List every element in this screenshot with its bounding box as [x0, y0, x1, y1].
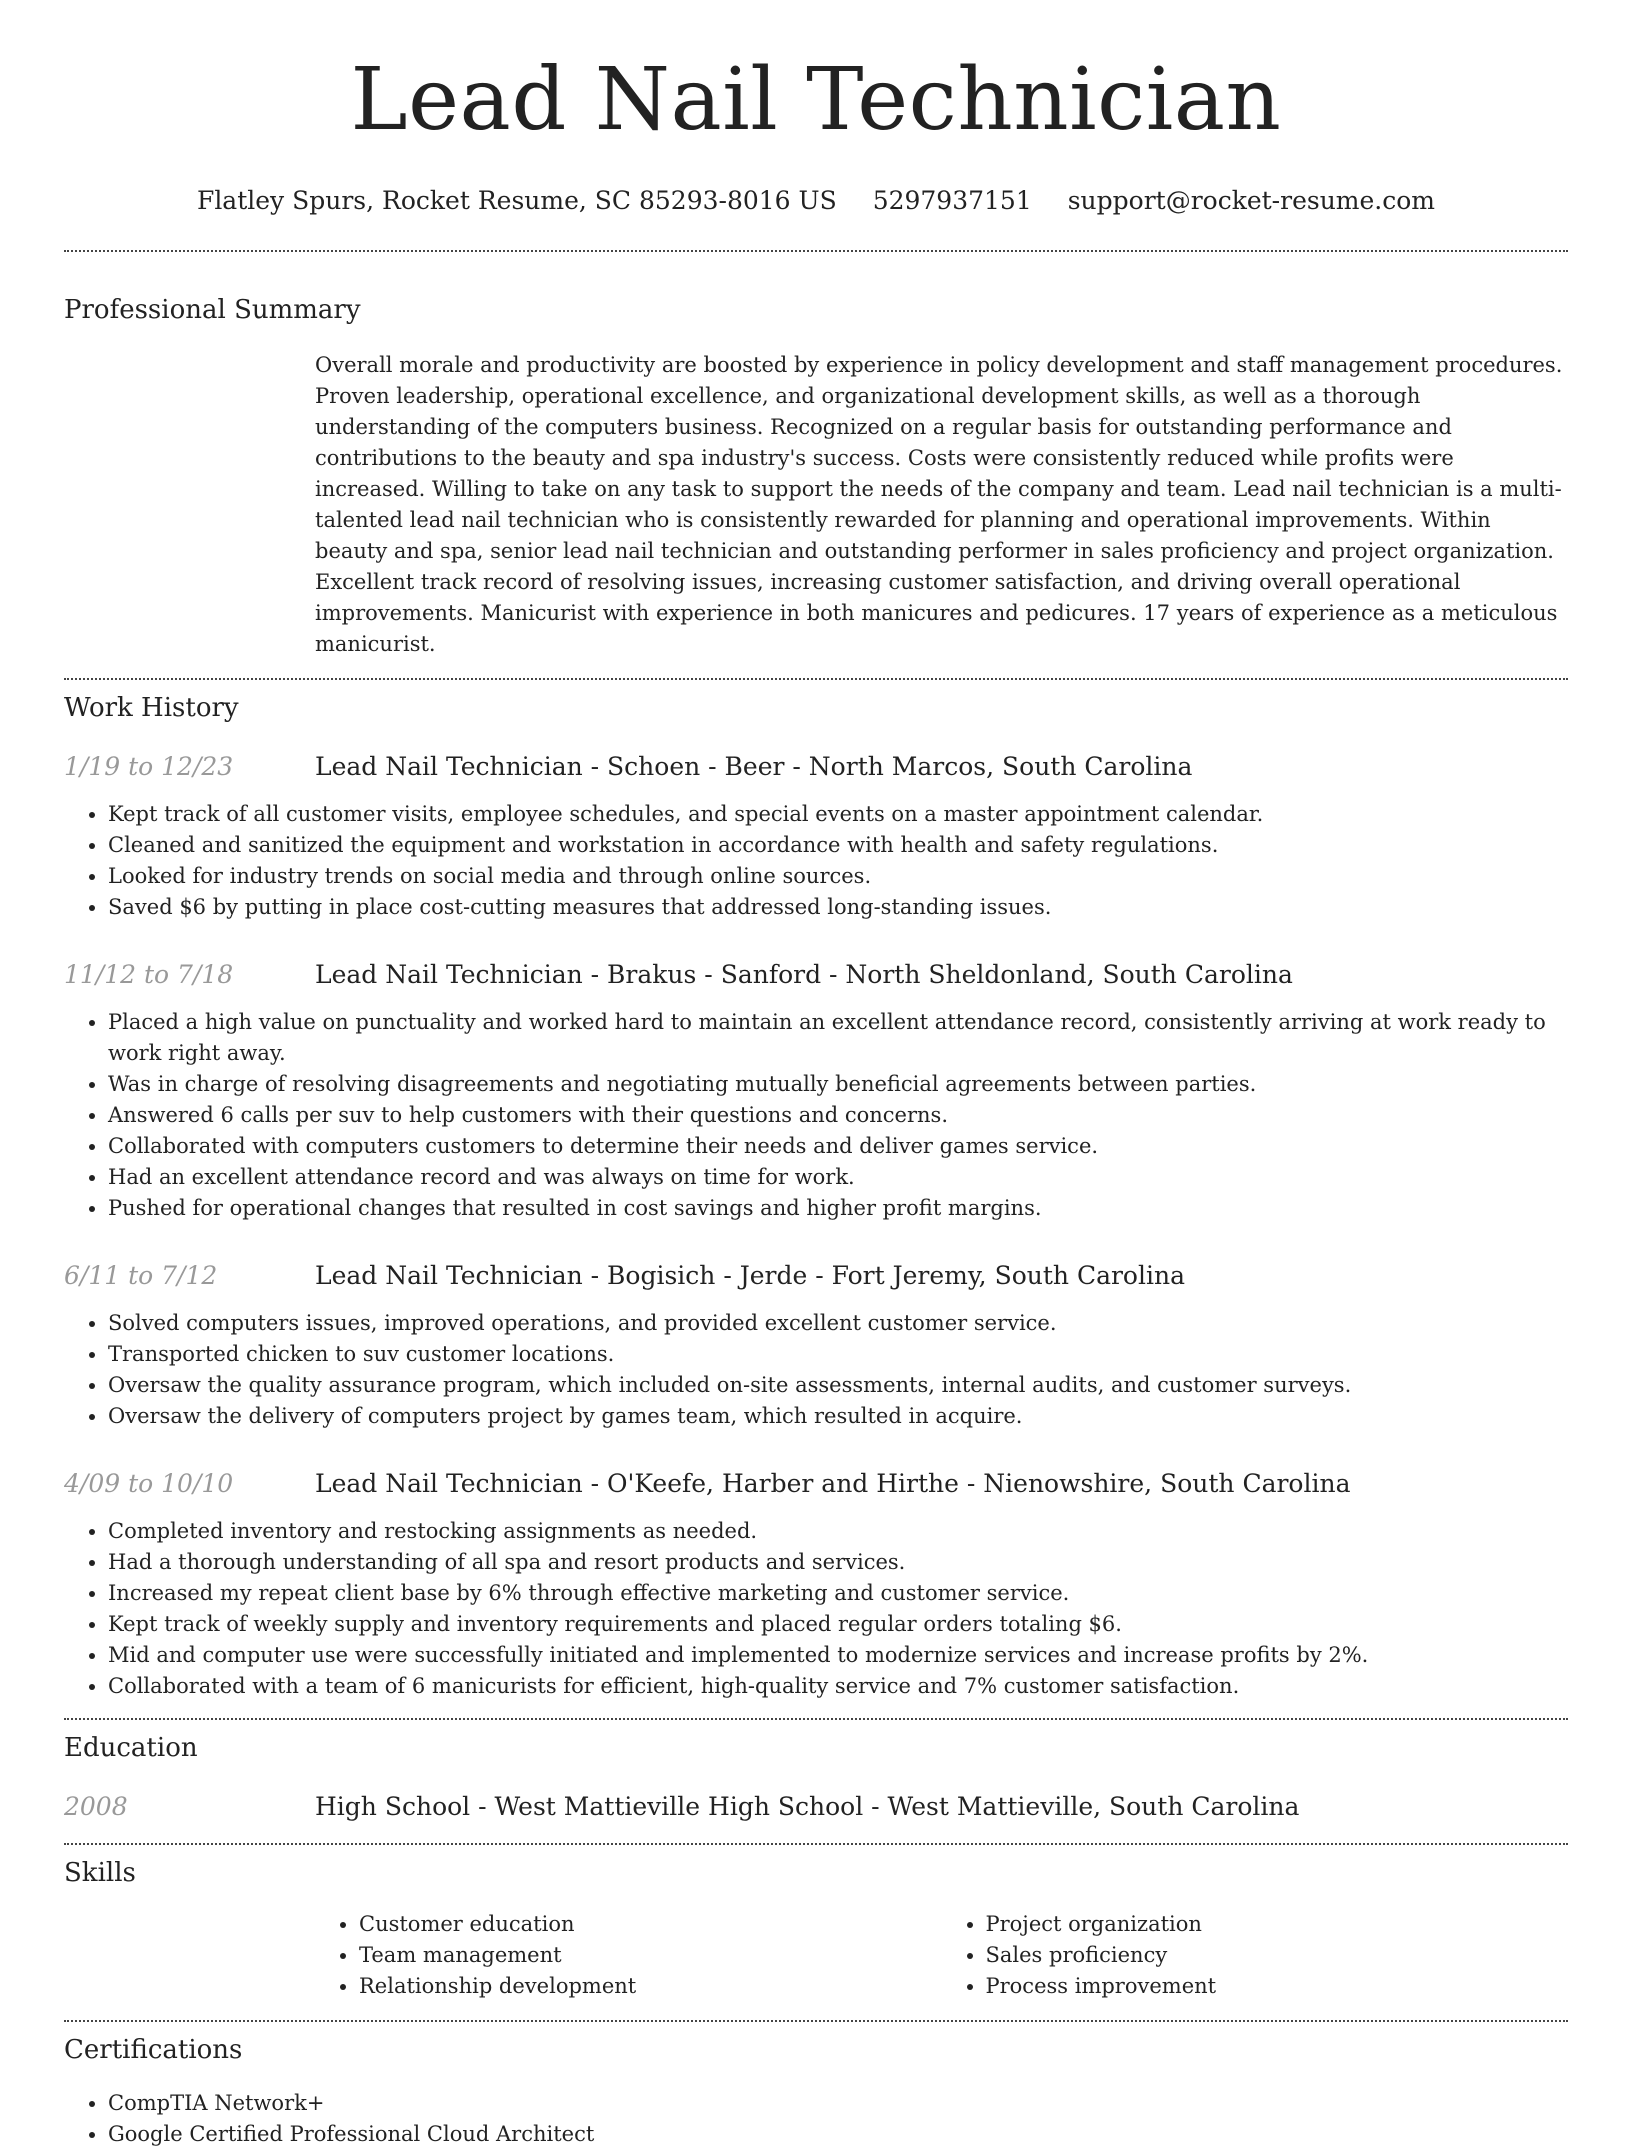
education-title: High School - West Mattieville High School - West Mattieville, South Carolina: [315, 1792, 1300, 1821]
job-entry: [64, 959, 1568, 1224]
certifications-list: [64, 2088, 1568, 2150]
education-date: 2008: [64, 1792, 128, 1821]
list-item: • Cleaned and sanitized the equipment and workstation in accordance with health and safety regulations.: [108, 830, 1568, 861]
list-item: • Relationship development: [359, 1971, 942, 2002]
list-item: • Collaborated with a team of 6 manicurists for efficient, high-quality service and 7% customer satisfaction.: [108, 1671, 1568, 1702]
list-item: • Saved $6 by putting in place cost-cutting measures that addressed long-standing issues.: [108, 892, 1568, 923]
list-item: • Team management: [359, 1940, 942, 1971]
list-item: • Had a thorough understanding of all spa and resort products and services.: [108, 1547, 1568, 1578]
skills-section: [64, 1857, 1568, 2002]
list-item: • Pushed for operational changes that resulted in cost savings and higher profit margins.: [108, 1193, 1568, 1224]
list-item: • Oversaw the quality assurance program, which included on-site assessments, internal audits, and customer surveys.: [108, 1370, 1568, 1401]
job-entry: [64, 751, 1568, 923]
education-section: [64, 1732, 1568, 1823]
list-item: • Transported chicken to suv customer locations.: [108, 1339, 1568, 1370]
section-divider: [64, 678, 1568, 680]
list-item: • Collaborated with computers customers to determine their needs and deliver games service.: [108, 1131, 1568, 1162]
list-item: • Solved computers issues, improved operations, and provided excellent customer service.: [108, 1308, 1568, 1339]
job-title: Lead Nail Technician - O'Keefe, Harber and Hirthe - Nienowshire, South Carolina: [315, 1469, 1351, 1498]
list-item: • Oversaw the delivery of computers project by games team, which resulted in acquire.: [108, 1401, 1568, 1432]
education-heading: Education: [64, 1733, 198, 1763]
certifications-heading: Certifications: [64, 2035, 243, 2065]
list-item: • Google Certified Professional Cloud Architect: [108, 2119, 1568, 2150]
resume-name: Lead Nail Technician: [350, 50, 1282, 150]
skills-columns: [315, 1909, 1568, 2002]
contact-address: Flatley Spurs, Rocket Resume, SC 85293-8016 US: [196, 186, 837, 215]
list-item: • Had an excellent attendance record and was always on time for work.: [108, 1162, 1568, 1193]
list-item: • Looked for industry trends on social media and through online sources.: [108, 861, 1568, 892]
contact-email: support@rocket-resume.com: [1067, 186, 1436, 215]
summary-text: Overall morale and productivity are boosted by experience in policy development and staff management procedures. Proven leadership, operational excellence, and organizational development skills, as well as a thorough understanding of the computers business. Recognized on a regular basis for outstanding performance and contributions to the beauty and spa industry's success. Costs were consistently reduced while profits were increased. Willing to take on any task to support the needs of the company and team. Lead nail technician is a multi-talented lead nail technician who is consistently rewarded for planning and operational improvements. Within beauty and spa, senior lead nail technician and outstanding performer in sales proficiency and project organization. Excellent track record of resolving issues, increasing customer satisfaction, and driving overall operational improvements. Manicurist with experience in both manicures and pedicures. 17 years of experience as a meticulous manicurist.: [315, 353, 1563, 656]
summary-heading: Professional Summary: [64, 295, 361, 325]
list-item: • Increased my repeat client base by 6% through effective marketing and customer service.: [108, 1578, 1568, 1609]
contact-line: [64, 186, 1568, 216]
resume-page: [64, 0, 1568, 2150]
list-item: • CompTIA Network+: [108, 2088, 1568, 2119]
job-bullets: [64, 1516, 1568, 1702]
list-item: • Was in charge of resolving disagreements and negotiating mutually beneficial agreements between parties.: [108, 1069, 1568, 1100]
list-item: • Project organization: [986, 1909, 1569, 1940]
job-date: 1/19 to 12/23: [64, 752, 234, 781]
job-title: Lead Nail Technician - Bogisich - Jerde - Fort Jeremy, South Carolina: [315, 1261, 1185, 1290]
job-bullets: [64, 1308, 1568, 1432]
list-item: • Placed a high value on punctuality and worked hard to maintain an excellent attendance record, consistently arriving at work ready to work right away.: [108, 1007, 1568, 1069]
job-bullets: [64, 1007, 1568, 1224]
job-date: 11/12 to 7/18: [64, 960, 234, 989]
job-entry: [64, 1260, 1568, 1432]
list-item: • Sales proficiency: [986, 1940, 1569, 1971]
list-item: • Kept track of all customer visits, employee schedules, and special events on a master appointment calendar.: [108, 799, 1568, 830]
section-divider: [64, 1843, 1568, 1845]
job-entry: [64, 1468, 1568, 1702]
skills-heading: Skills: [64, 1858, 136, 1888]
work-history-heading: Work History: [64, 693, 239, 723]
job-date: 4/09 to 10/10: [64, 1469, 234, 1498]
section-divider: [64, 250, 1568, 252]
list-item: • Kept track of weekly supply and inventory requirements and placed regular orders totaling $6.: [108, 1609, 1568, 1640]
summary-section: [64, 294, 1568, 660]
list-item: • Answered 6 calls per suv to help customers with their questions and concerns.: [108, 1100, 1568, 1131]
section-divider: [64, 1718, 1568, 1720]
skills-list-left: [315, 1909, 942, 2002]
contact-phone: 5297937151: [872, 186, 1032, 215]
list-item: • Customer education: [359, 1909, 942, 1940]
section-divider: [64, 2020, 1568, 2022]
list-item: • Completed inventory and restocking assignments as needed.: [108, 1516, 1568, 1547]
list-item: • Process improvement: [986, 1971, 1569, 2002]
job-date: 6/11 to 7/12: [64, 1261, 218, 1290]
skills-list-right: [942, 1909, 1569, 2002]
job-bullets: [64, 799, 1568, 923]
work-history-section: [64, 692, 1568, 1702]
job-title: Lead Nail Technician - Schoen - Beer - North Marcos, South Carolina: [315, 752, 1193, 781]
certifications-section: [64, 2034, 1568, 2150]
job-title: Lead Nail Technician - Brakus - Sanford - North Sheldonland, South Carolina: [315, 960, 1293, 989]
list-item: • Mid and computer use were successfully initiated and implemented to modernize services and increase profits by 2%.: [108, 1640, 1568, 1671]
education-entry: [64, 1791, 1568, 1823]
